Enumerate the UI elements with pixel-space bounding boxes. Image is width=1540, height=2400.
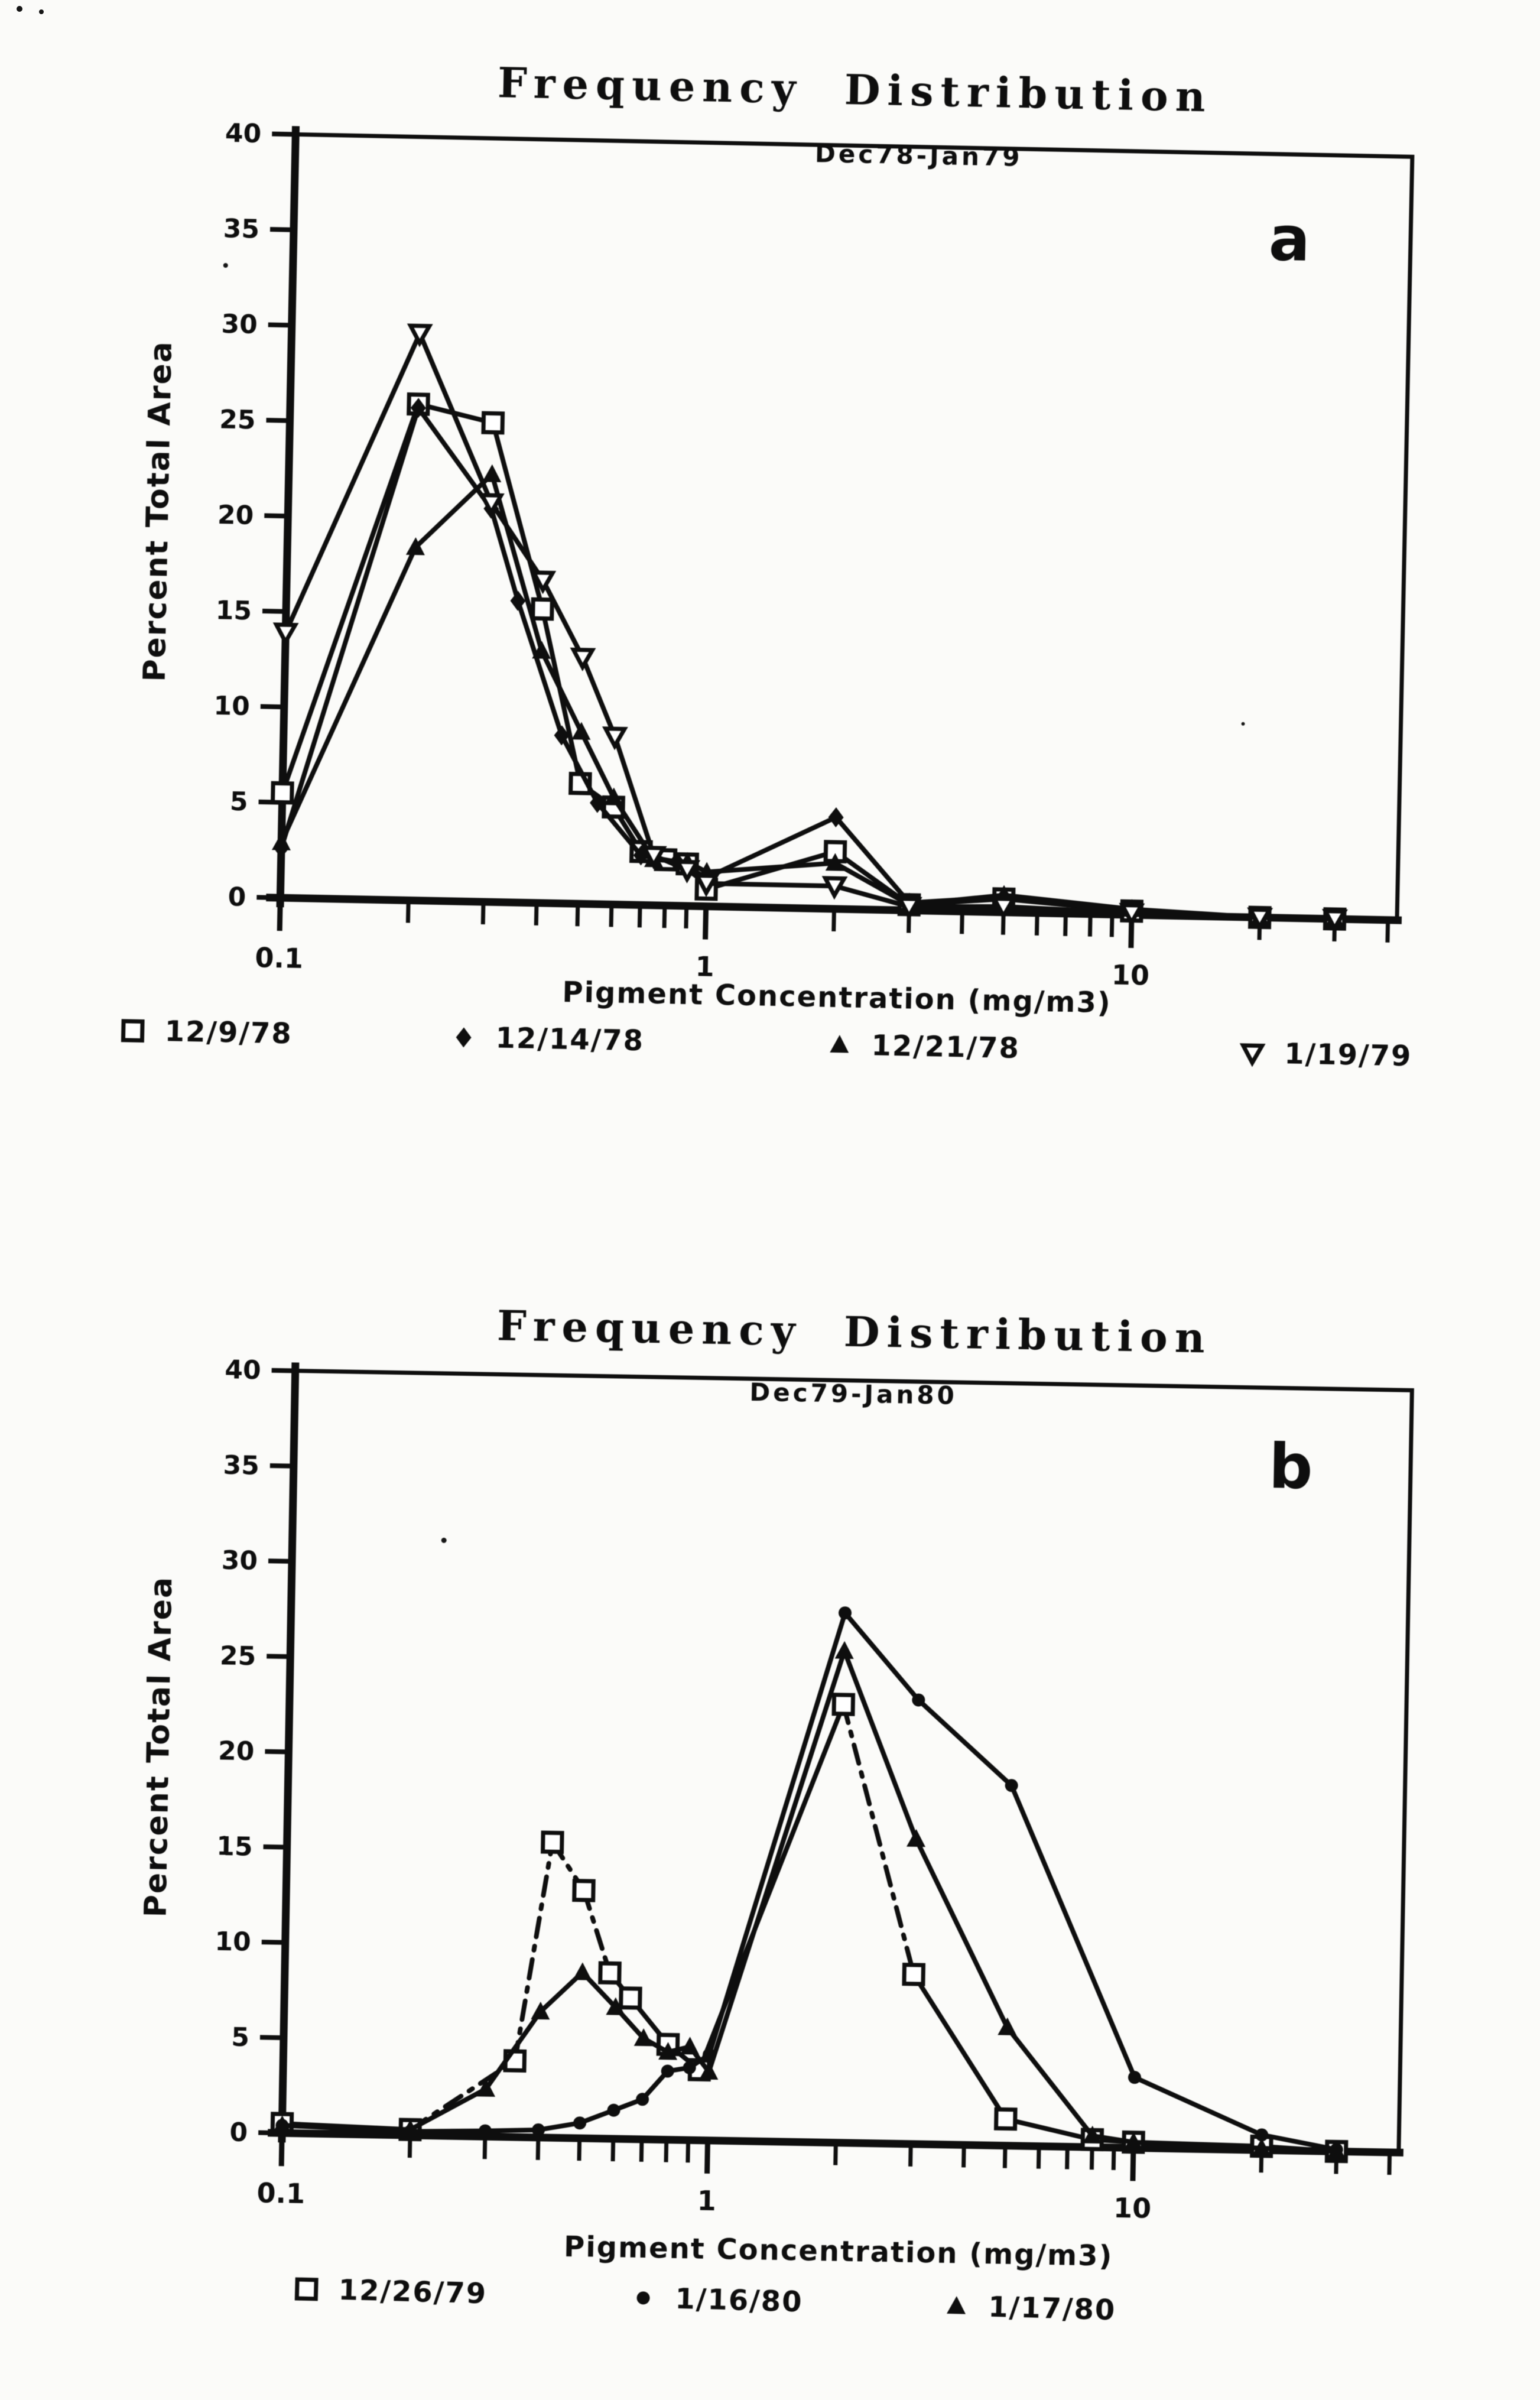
- series-segment: [415, 473, 492, 548]
- y-tick-label: 20: [217, 1736, 255, 1767]
- x-tick-minor: [577, 904, 578, 926]
- marker-square-open-icon: [123, 1021, 142, 1041]
- y-axis-label: Percent Total Area: [138, 1576, 180, 1918]
- legend-item-1/16/80: [628, 2281, 803, 2319]
- x-tick-label: 0.1: [256, 2177, 306, 2210]
- x-tick-minor: [962, 911, 963, 934]
- y-tick-label: 35: [223, 1450, 260, 1481]
- series-segment: [1262, 2148, 1337, 2151]
- legend-item-1/17/80: [941, 2289, 1116, 2327]
- x-tick-minor: [664, 905, 665, 928]
- x-tick-minor: [1038, 2146, 1039, 2169]
- series-segment: [709, 1649, 844, 2074]
- series-12/9/78: [271, 392, 1354, 928]
- scan-speckle: [17, 6, 22, 12]
- chart-subtitle: Dec78-Jan79: [814, 139, 1023, 173]
- x-tick-minor: [1113, 2148, 1114, 2170]
- x-tick-minor: [686, 906, 687, 928]
- y-tick-label: 25: [219, 1641, 256, 1672]
- x-tick-minor: [1389, 2152, 1390, 2175]
- x-tick-major: [707, 2141, 708, 2174]
- marker-square-open-icon: [533, 599, 553, 619]
- y-tick-label: 25: [219, 404, 256, 436]
- y-tick: [261, 706, 285, 707]
- marker-triangle-down-icon: [605, 729, 625, 746]
- marker-square-open-icon: [543, 1833, 563, 1852]
- legend-label: 1/17/80: [987, 2290, 1117, 2327]
- series-segment: [282, 2125, 410, 2129]
- marker-square-open-icon: [600, 1963, 620, 1983]
- marker-triangle-down-icon: [825, 878, 844, 896]
- y-tick-label: 10: [213, 690, 251, 722]
- x-tick-label: 10: [1111, 959, 1150, 992]
- y-tick-label: 30: [221, 308, 258, 340]
- marker-square-open-icon: [297, 2279, 316, 2299]
- legend-item-1/19/79: [1237, 1037, 1412, 1073]
- y-tick: [260, 2037, 285, 2038]
- y-tick: [262, 1942, 287, 1943]
- marker-triangle-icon: [272, 832, 291, 850]
- marker-circle-icon: [573, 2116, 586, 2129]
- y-tick: [267, 1656, 291, 1657]
- y-tick-label: 0: [228, 882, 246, 912]
- series-segment: [486, 2011, 540, 2090]
- y-tick-label: 0: [229, 2117, 248, 2148]
- x-axis-label: Pigment Concentration (mg/m3): [561, 975, 1112, 1020]
- legend: [60, 2266, 1450, 2359]
- y-tick: [268, 325, 293, 326]
- legend-marker-icon: [941, 2291, 972, 2322]
- legend-label: 1/16/80: [674, 2282, 804, 2319]
- panel-label: a: [1268, 202, 1311, 275]
- y-tick-label: 40: [225, 118, 262, 150]
- y-tick-label: 15: [215, 595, 252, 626]
- chart-title: Frequency Distribution: [496, 1301, 1213, 1363]
- series-segment: [1006, 1785, 1139, 2077]
- y-tick-label: 35: [223, 213, 260, 245]
- y-tick-label: 40: [224, 1355, 262, 1386]
- y-axis-label: Percent Total Area: [137, 340, 180, 683]
- series-segment: [909, 905, 1003, 908]
- marker-triangle-icon: [947, 2296, 966, 2314]
- marker-square-open-icon: [483, 413, 503, 433]
- marker-triangle-icon: [482, 464, 502, 482]
- legend-marker-icon: [448, 1022, 479, 1053]
- series-segment: [410, 2087, 486, 2131]
- legend-label: 12/21/78: [870, 1029, 1021, 1066]
- marker-diamond-icon: [456, 1027, 472, 1048]
- marker-circle-icon: [607, 2104, 620, 2117]
- marker-triangle-icon: [573, 1962, 592, 1980]
- chart-subtitle: Dec79-Jan80: [749, 1377, 958, 1411]
- marker-triangle-down-icon: [410, 326, 430, 343]
- marker-triangle-down-icon: [276, 625, 295, 642]
- marker-square-open-icon: [904, 1965, 924, 1985]
- marker-square-open-icon: [996, 2109, 1016, 2129]
- marker-square-open-icon: [273, 783, 293, 803]
- marker-triangle-down-icon: [573, 649, 593, 667]
- marker-triangle-icon: [571, 722, 591, 740]
- x-tick-minor: [639, 905, 640, 927]
- legend-marker-icon: [628, 2282, 659, 2314]
- y-tick-label: 5: [229, 786, 249, 817]
- plot-frame: [282, 1370, 1412, 2152]
- series-segment: [706, 884, 834, 886]
- series-12/26/79: [272, 1685, 1354, 2161]
- x-tick-minor: [611, 904, 612, 927]
- legend: [58, 1013, 1447, 1097]
- series-segment: [281, 545, 415, 845]
- y-tick-label: 5: [230, 2022, 250, 2053]
- x-tick-minor: [579, 2138, 580, 2161]
- y-tick: [270, 229, 295, 230]
- panel-label: b: [1268, 1430, 1314, 1503]
- series-segment: [1005, 2028, 1094, 2136]
- marker-triangle-icon: [907, 1829, 926, 1847]
- marker-triangle-icon: [680, 2037, 700, 2055]
- series-segment: [281, 405, 418, 851]
- marker-square-open-icon: [574, 1881, 594, 1901]
- legend-item-12/9/78: [117, 1014, 293, 1051]
- series-12/14/78: [272, 395, 1353, 930]
- legend-label: 12/9/78: [164, 1015, 293, 1051]
- series-segment: [917, 1700, 1013, 1786]
- marker-triangle-icon: [830, 1035, 849, 1053]
- y-tick-label: 15: [216, 1831, 254, 1862]
- x-tick-minor: [1067, 2146, 1068, 2169]
- legend-marker-icon: [824, 1030, 855, 1061]
- scan-speckle: [1241, 722, 1245, 726]
- marker-circle-icon: [636, 2291, 650, 2305]
- legend-item-12/26/79: [291, 2272, 488, 2311]
- series-segment: [1260, 917, 1335, 919]
- plot-frame: [280, 134, 1412, 920]
- legend-label: 12/26/79: [337, 2273, 488, 2311]
- series-1/19/79: [271, 323, 1356, 929]
- scan-speckle: [39, 9, 44, 14]
- marker-triangle-icon: [998, 2017, 1017, 2035]
- legend-item-12/21/78: [824, 1028, 1021, 1066]
- x-tick-major: [281, 2133, 282, 2166]
- legend-label: 1/19/79: [1284, 1037, 1412, 1073]
- x-tick-label: 10: [1113, 2191, 1152, 2224]
- series-segment: [485, 2129, 538, 2132]
- legend-marker-icon: [1237, 1038, 1268, 1069]
- x-tick-minor: [1065, 914, 1066, 936]
- marker-triangle-down-icon: [1243, 1045, 1262, 1063]
- y-tick: [272, 1370, 297, 1371]
- y-tick: [267, 420, 291, 421]
- marker-square-open-icon: [834, 1695, 853, 1714]
- series-1/16/80: [275, 1597, 1352, 2157]
- plot-area: [60, 19, 1468, 1004]
- series-segment: [709, 1610, 845, 2057]
- legend-label: 12/14/78: [495, 1021, 645, 1058]
- legend-item-12/14/78: [448, 1021, 645, 1058]
- series-segment: [515, 1842, 553, 2061]
- y-tick-label: 30: [221, 1545, 258, 1576]
- x-tick-minor: [666, 2140, 667, 2162]
- chart-panel-a: [57, 19, 1474, 1181]
- chart-panel-b: [59, 1237, 1473, 2400]
- y-tick-label: 10: [215, 1926, 252, 1957]
- series-segment: [583, 1891, 612, 1973]
- y-tick: [264, 515, 289, 516]
- x-tick-label: 1: [695, 950, 715, 983]
- x-tick-label: 0.1: [254, 941, 304, 975]
- y-tick-label: 20: [217, 499, 254, 531]
- x-tick-label: 1: [697, 2184, 717, 2217]
- y-tick: [256, 897, 281, 898]
- series-segment: [410, 2129, 485, 2132]
- y-tick: [262, 611, 287, 612]
- legend-marker-icon: [117, 1015, 148, 1047]
- x-tick-minor: [536, 903, 537, 925]
- series-segment: [1133, 2077, 1262, 2135]
- legend-marker-icon: [291, 2274, 322, 2305]
- series-segment: [843, 1613, 920, 1700]
- x-axis-label: Pigment Concentration (mg/m3): [563, 2230, 1113, 2273]
- series-segment: [581, 658, 617, 737]
- plot-area: [62, 1237, 1468, 2242]
- x-tick-minor: [641, 2139, 642, 2162]
- chart-title: Frequency Distribution: [497, 58, 1213, 122]
- y-tick: [272, 134, 297, 135]
- marker-square-open-icon: [621, 1989, 641, 2008]
